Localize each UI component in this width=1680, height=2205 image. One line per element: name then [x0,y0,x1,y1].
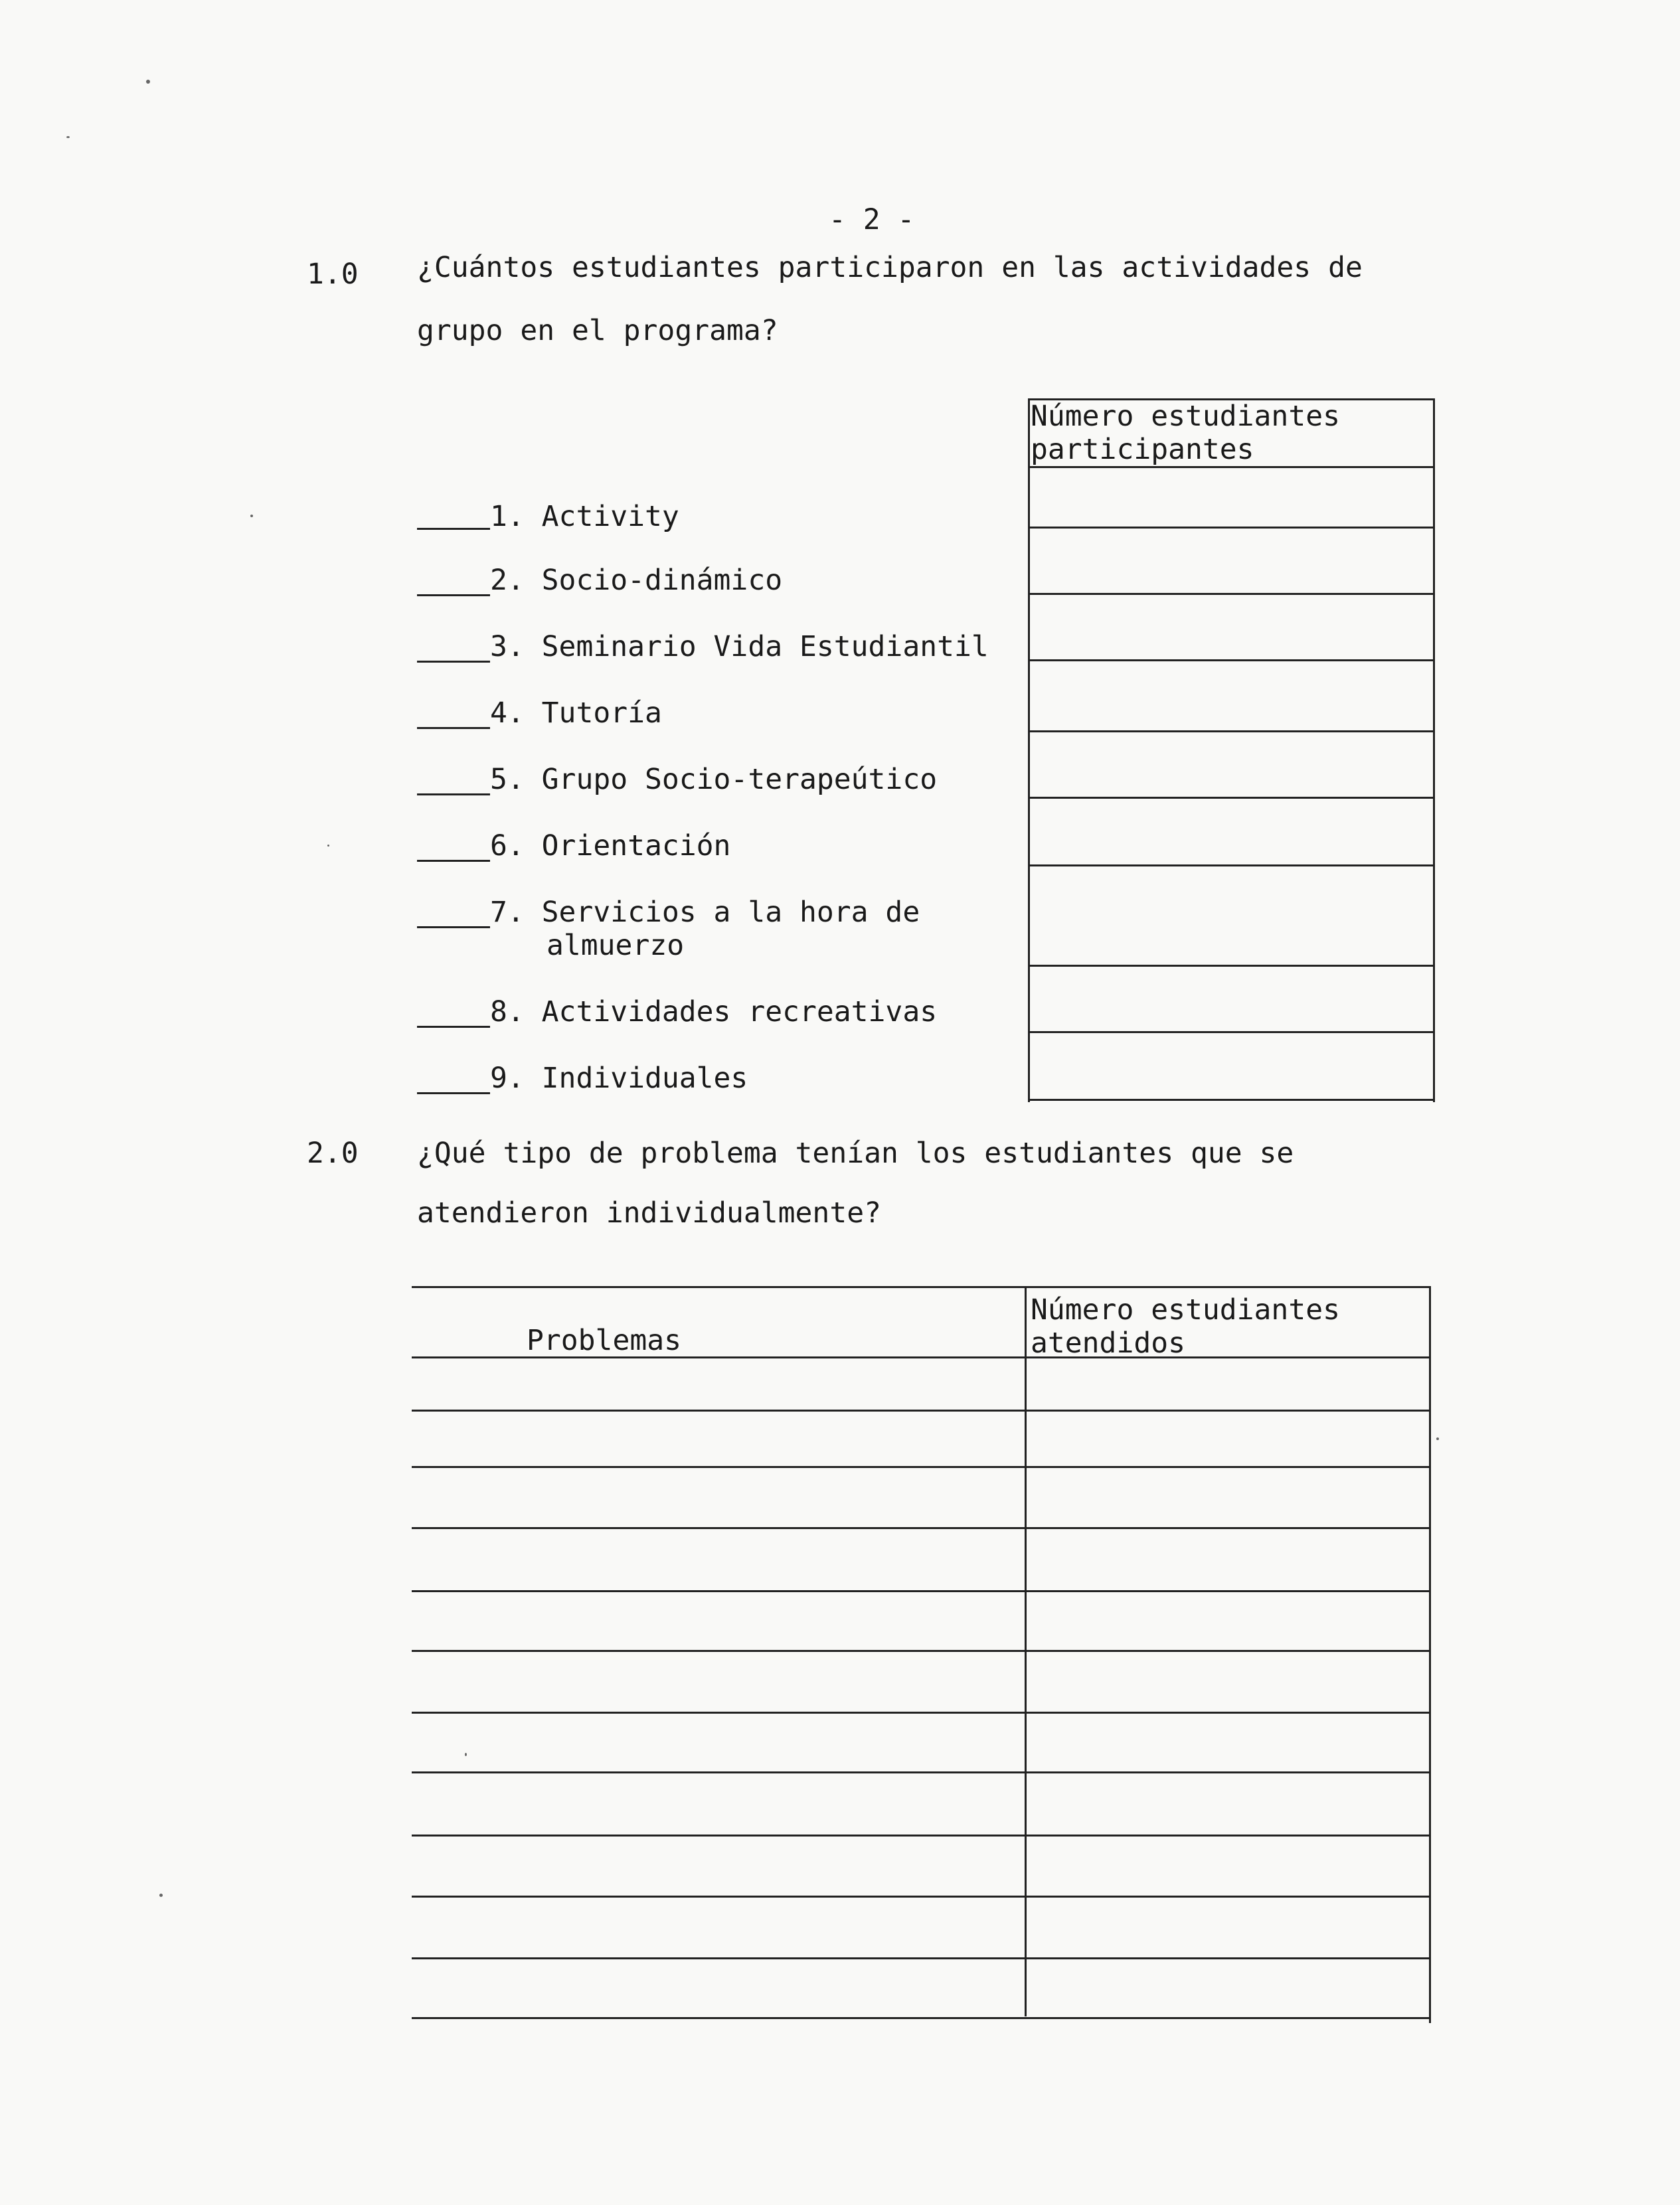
checkbox-blank[interactable] [417,1026,490,1028]
checkbox-blank[interactable] [417,727,490,729]
table-row [412,1835,1431,1837]
q1-column-header-line-1: Número estudiantes [1031,400,1340,433]
q2-table-top-border [412,1286,1431,1288]
question-2-number: 2.0 [307,1137,359,1170]
q1-answer-line [1028,864,1433,866]
scan-speck [1436,1437,1439,1440]
q2-table-right-border [1429,1286,1431,2023]
table-row [412,1527,1431,1529]
q1-answer-line [1028,730,1433,732]
item-label: 4. Tutoría [490,696,662,730]
item-label: 6. Orientación [490,829,731,862]
item-label: 1. Activity [490,500,679,533]
checkbox-blank[interactable] [417,860,490,862]
checkbox-blank[interactable] [417,661,490,663]
checkbox-blank[interactable] [417,793,490,795]
item-label: 2. Socio-dinámico [490,564,783,597]
item-label-continuation: almuerzo [546,929,685,962]
q2-col2-header-line-1: Número estudiantes [1031,1293,1340,1327]
item-label: 8. Actividades recreativas [490,995,938,1028]
q1-answer-line [1028,797,1433,799]
item-label: 3. Seminario Vida Estudiantil [490,630,989,663]
q1-answer-line [1028,965,1433,967]
table-row [412,1712,1431,1714]
q1-header-divider [1028,466,1433,468]
question-2-text-line-1: ¿Qué tipo de problema tenían los estudiantes que se [417,1137,1294,1170]
page-number: - 2 - [829,203,915,236]
table-row [412,1771,1431,1773]
item-label: 5. Grupo Socio-terapeútico [490,763,938,796]
table-row [412,1650,1431,1652]
q2-col2-header-line-2: atendidos [1031,1327,1185,1360]
table-row [412,1410,1431,1412]
item-label: 7. Servicios a la hora de [490,896,920,929]
checkbox-blank[interactable] [417,528,490,530]
question-1-text-line-1: ¿Cuántos estudiantes participaron en las actividades de [417,251,1363,284]
checkbox-blank[interactable] [417,594,490,596]
q1-answer-line [1028,1031,1433,1033]
question-1-text-line-2: grupo en el programa? [417,314,778,347]
table-row [412,1896,1431,1898]
table-row [412,1957,1431,1959]
q1-answer-line [1028,1099,1433,1101]
q1-table-left-border [1028,398,1030,1102]
scan-speck [250,515,253,517]
scan-speck [465,1753,467,1756]
q2-table-bottom-border [412,2017,1431,2019]
scan-speck [146,80,150,84]
q1-answer-line [1028,593,1433,595]
checkbox-blank[interactable] [417,926,490,928]
q1-answer-line [1028,659,1433,661]
question-1-number: 1.0 [307,258,359,291]
q1-column-header-line-2: participantes [1031,433,1254,466]
q2-col1-header: Problemas [527,1324,681,1357]
table-row [412,1466,1431,1468]
table-row [412,1590,1431,1592]
scan-speck [159,1894,163,1897]
q2-header-divider [412,1356,1431,1358]
scan-speck [66,136,70,138]
checkbox-blank[interactable] [417,1092,490,1094]
q1-answer-line [1028,527,1433,529]
q1-table-right-border [1433,398,1435,1102]
question-2-text-line-2: atendieron individualmente? [417,1196,881,1230]
item-label: 9. Individuales [490,1062,748,1095]
scan-speck [327,845,329,847]
